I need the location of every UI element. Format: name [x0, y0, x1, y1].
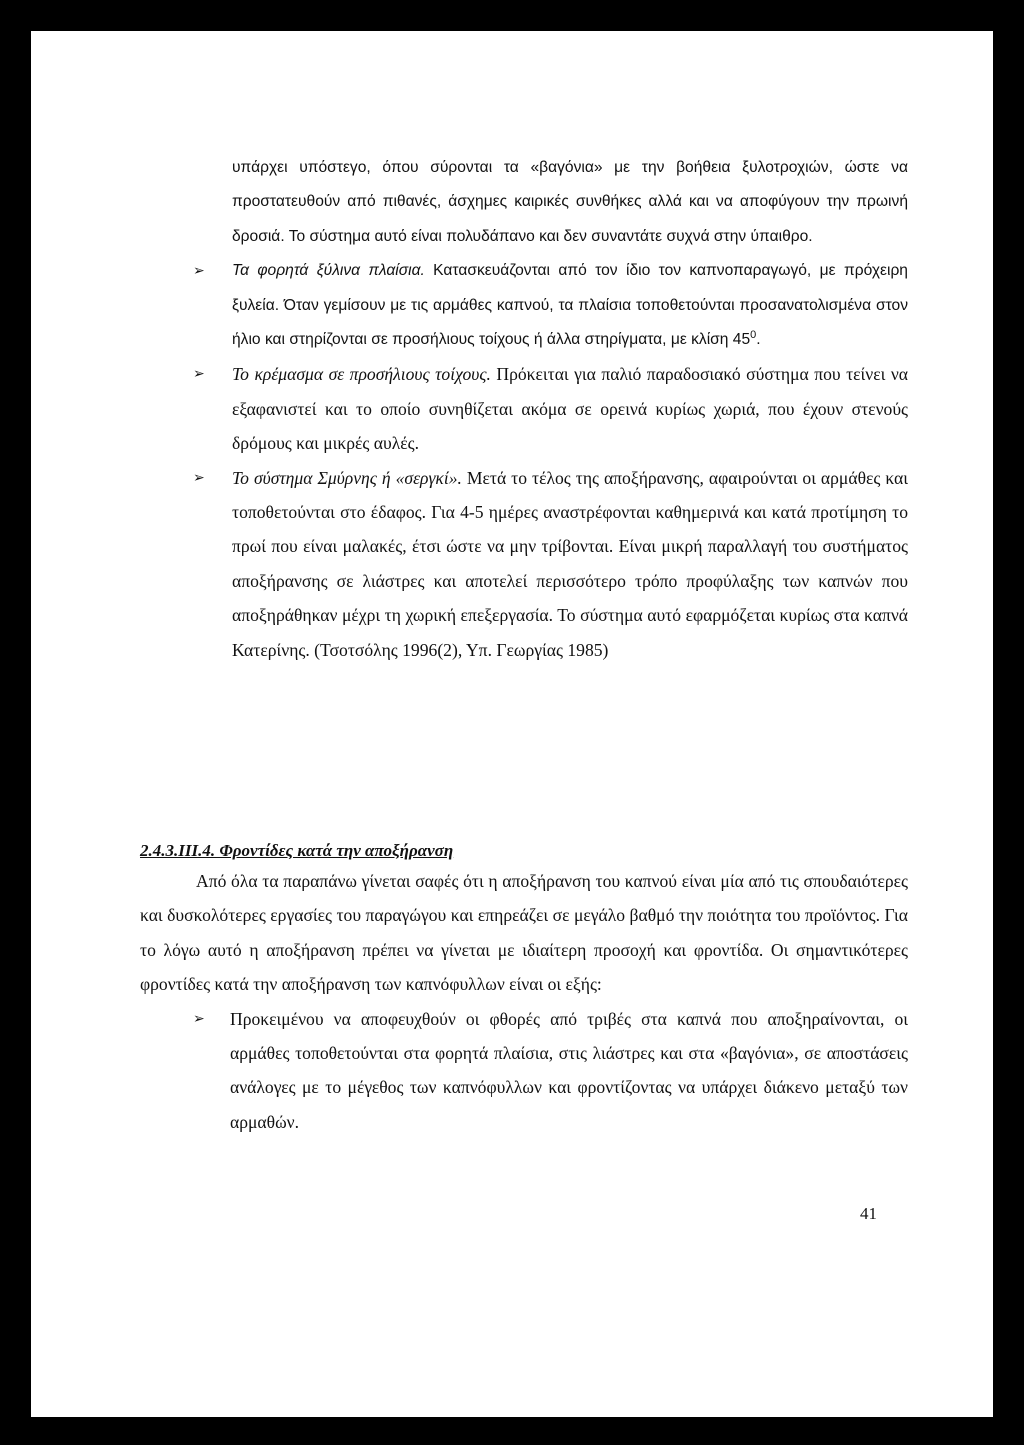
bullet-text: Μετά το τέλος της αποξήρανσης, αφαιρούνται οι αρμάθες και τοποθετούνται στο έδαφος. Για 4-5 ημέρες αναστρέφονται καθημερινά και κατά προτίμηση το πρωί που είναι μαλακές, έτσι ώστε να μην τρίβονται. Είναι μικρή παραλλαγή του συστήματος αποξήρανσης σε λιάστρες και αποτελεί περισσότερο τρόπο προφύλαξης των καπνών που αποξηράθηκαν μέχρι τη χωρική επεξεργασία. Το σύστημα αυτό εφαρμόζεται κυρίως στα καπνά Κατερίνης. (Τσοτσόλης 1996(2), Υπ. Γεωργίας 1985): [232, 467, 908, 660]
paragraph-continued: υπάρχει υπόστεγο, όπου σύρονται τα «βαγόνια» με την βοήθεια ξυλοτροχιών, ώστε να προστατευθούν από πιθανές, άσχημες καιρικές συνθήκες αλλά και να αποφύγουν την πρωινή δροσιά. Το σύστημα αυτό είναι πολυδάπανο και δεν συναντάτε συχνά στην ύπαιθρο.: [232, 159, 908, 245]
bullet-title: Το κρέμασμα σε προσήλιους τοίχους.: [232, 364, 491, 385]
bullet-end: .: [756, 331, 761, 349]
bullet-arrow-icon: ➢: [193, 263, 205, 280]
upper-text-block: [193, 151, 909, 667]
bullet-title: Το σύστημα Σμύρνης ή «σεργκί».: [232, 467, 462, 488]
bullet-wall-hanging: [193, 357, 909, 460]
bullet-title: Τα φορητά ξύλινα πλαίσια.: [232, 262, 425, 280]
lower-text-block: [140, 841, 908, 1139]
degree-superscript: 0: [750, 329, 757, 342]
bullet-care-placement: [193, 1002, 908, 1140]
bullet-arrow-icon: ➢: [193, 366, 205, 383]
bullet-smyrna-system: [193, 461, 908, 667]
bullet-text: Κατασκευάζονται από τον ίδιο τον καπνοπαραγωγό, με πρόχειρη ξυλεία. Όταν γεμίσουν με τις αρμάθες καπνού, τα πλαίσια τοποθετούνται προσανατολισμένα στον ήλιο και στηρίζονται σε προσήλιους τοίχους ή άλλα στηρίγματα, με κλίση 45: [232, 262, 908, 349]
page-number: 41: [860, 1204, 877, 1223]
bullet-portable-frames: [193, 254, 908, 357]
document-page: [31, 31, 993, 1417]
section-heading: 2.4.3.III.4. Φροντίδες κατά την αποξήρανση: [140, 841, 454, 860]
bullet-text: Προκειμένου να αποφευχθούν οι φθορές από τριβές στα καπνά που αποξηραίνονται, οι αρμάθες τοποθετούνται στα φορητά πλαίσια, στις λιάστρες και στα «βαγόνια», σε αποστάσεις ανάλογες με το μέγεθος των καπνόφυλλων και φροντίζοντας να υπάρχει διάκενο μεταξύ των αρμαθών.: [230, 1008, 908, 1132]
bullet-text: Πρόκειται για παλιό παραδοσιακό σύστημα που τείνει να εξαφανιστεί και το οποίο συνηθίζεται ακόμα σε ορεινά κυρίως χωριά, που έχουν στενούς δρόμους και μικρές αυλές.: [232, 364, 909, 454]
section-paragraph: Από όλα τα παραπάνω γίνεται σαφές ότι η αποξήρανση του καπνού είναι μία από τις σπουδαιότερες και δυσκολότερες εργασίες του παραγώγου και επηρεάζει σε μεγάλο βαθμό την ποιότητα του προϊόντος. Για το λόγω αυτό η αποξήρανση πρέπει να γίνεται με ιδιαίτερη προσοχή και φροντίδα. Οι σημαντικότερες φροντίδες κατά την αποξήρανση των καπνόφυλλων είναι οι εξής:: [140, 871, 908, 995]
bullet-arrow-icon: ➢: [193, 1010, 205, 1027]
bullet-arrow-icon: ➢: [193, 469, 205, 486]
